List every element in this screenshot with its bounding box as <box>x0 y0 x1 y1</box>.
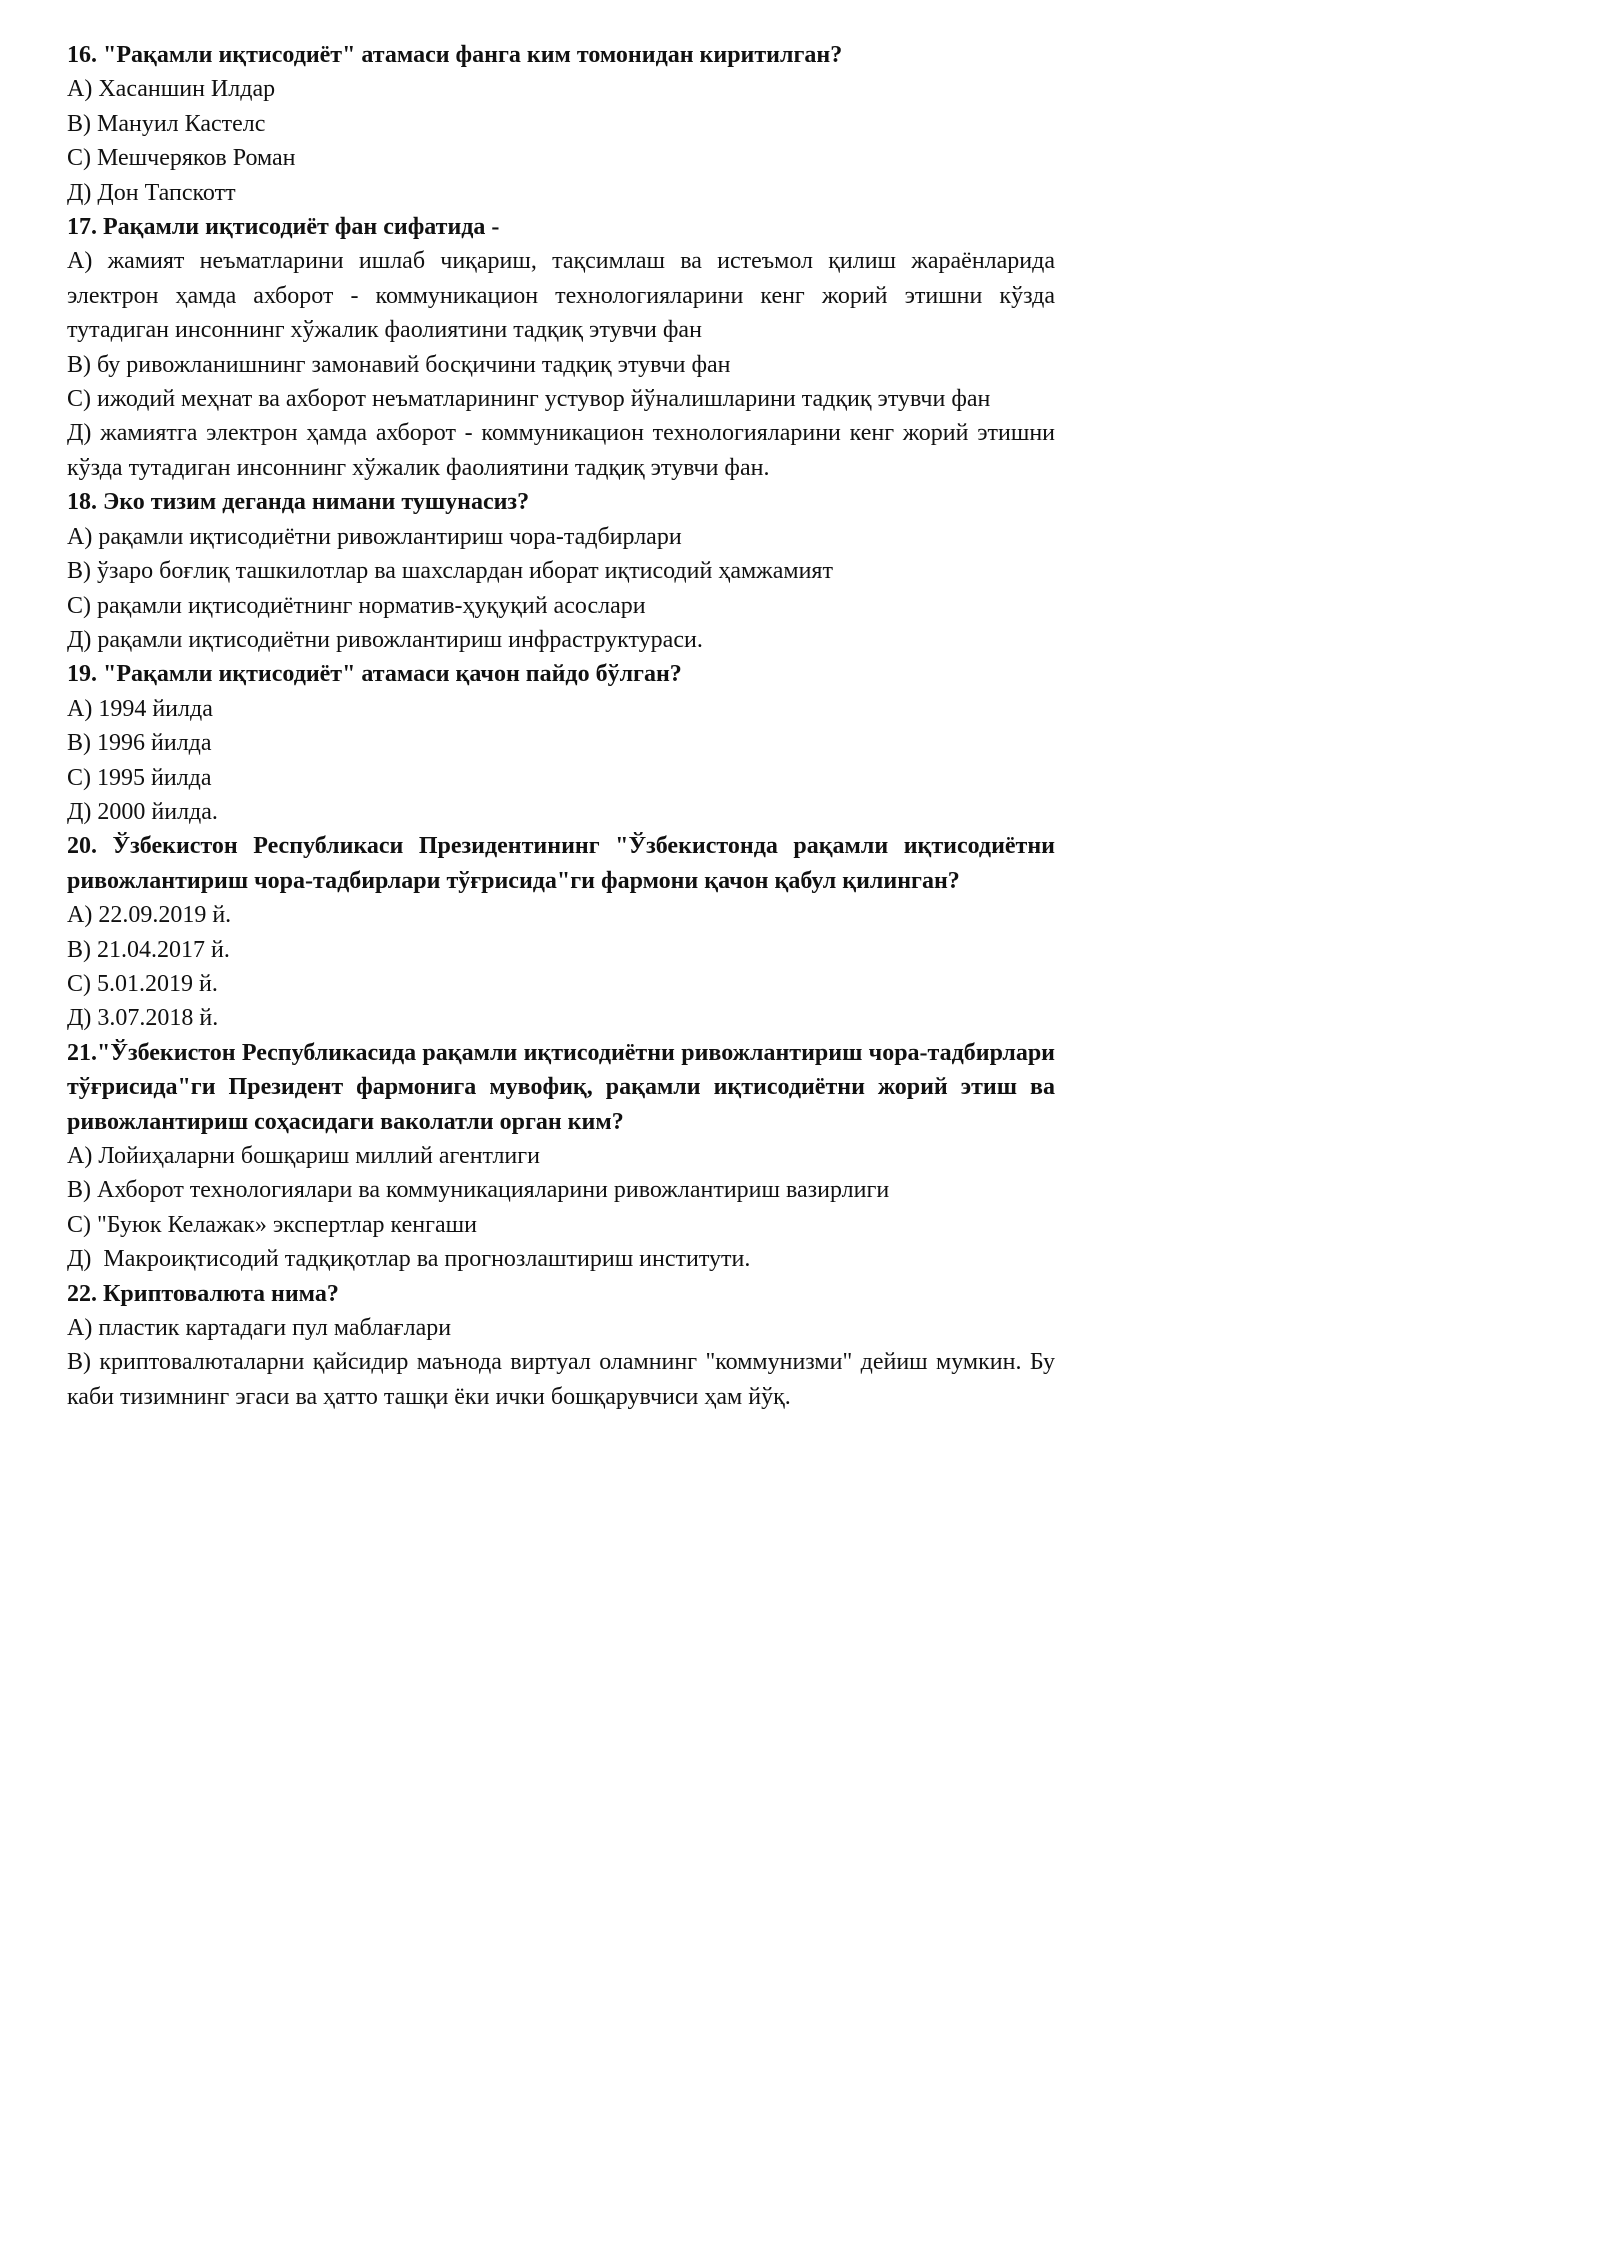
answer-option <box>67 141 1055 175</box>
option-label: С) <box>67 592 91 619</box>
option-label: С) <box>67 1211 91 1238</box>
answer-option <box>67 554 1055 588</box>
answer-option <box>67 1208 1055 1242</box>
option-label: Д) <box>67 798 92 825</box>
question-block <box>67 829 1055 1035</box>
answer-option <box>67 1345 1055 1414</box>
answer-option <box>67 1242 1055 1276</box>
option-text: "Буюк Келажак» экспертлар кенгаши <box>97 1211 477 1238</box>
option-text: ўзаро боғлиқ ташкилотлар ва шахслардан иборат иқтисодий ҳамжамият <box>97 558 833 585</box>
option-label: А) <box>67 1315 93 1342</box>
option-label: В) <box>67 1177 91 1204</box>
option-label: Д) <box>67 626 92 653</box>
option-text: Ахборот технологиялари ва коммуникацияларини ривожлантириш вазирлиги <box>97 1177 890 1204</box>
question-block <box>67 1036 1055 1277</box>
option-text: жамиятга электрон ҳамда ахборот - коммуникацион технологияларини кенг жорий этишни кўзда тутадиган инсоннинг хўжалик фаолиятини тадқиқ этувчи фан. <box>67 420 1056 481</box>
answer-option <box>67 1139 1055 1173</box>
answer-option <box>67 382 1055 416</box>
answer-option <box>67 416 1055 485</box>
option-text: жамият неъматларини ишлаб чиқариш, тақсимлаш ва истеъмол қилиш жараёнларида электрон ҳамда ахборот - коммуникацион технологияларини кенг жорий этишни кўзда тутадиган инсоннинг хўжалик фаолиятини тадқиқ этувчи фан <box>67 248 1056 344</box>
option-label: А) <box>67 523 93 550</box>
question-text: 20. Ўзбекистон Республикаси Президентининг "Ўзбекистонда рақамли иқтисодиётни ривожлантириш чора-тадбирлари тўғрисида"ги фармони қачон қабул қилинган? <box>67 833 1055 894</box>
option-text: рақамли иқтисодиётни ривожлантириш инфраструктураси. <box>97 626 703 653</box>
option-text: 22.09.2019 й. <box>98 902 232 929</box>
answer-option <box>67 692 1055 726</box>
question-text: 21."Ўзбекистон Республикасида рақамли иқтисодиётни ривожлантириш чора-тадбирлари тўғрисида"ги Президент фармонига мувофиқ, рақамли иқтисодиётни жорий этиш ва ривожлантириш соҳасидаги ваколатли орган ким? <box>67 1039 1055 1135</box>
answer-option <box>67 1173 1055 1207</box>
answer-option <box>67 1311 1055 1345</box>
answer-option <box>67 933 1055 967</box>
option-text: Мануил Кастелс <box>97 110 266 137</box>
option-text: бу ривожланишнинг замонавий босқичини тадқиқ этувчи фан <box>97 351 731 378</box>
option-text: Лойиҳаларни бошқариш миллий агентлиги <box>98 1143 540 1169</box>
option-text: 21.04.2017 й. <box>97 936 230 963</box>
answer-option <box>67 761 1055 795</box>
option-text: 5.01.2019 й. <box>97 970 218 997</box>
option-text: Мешчеряков Роман <box>97 145 296 172</box>
option-text: Макроиқтисодий тадқиқотлар ва прогнозлаштириш институти. <box>103 1246 751 1273</box>
option-label: Д) <box>67 420 92 447</box>
option-label: А) <box>67 695 93 722</box>
question-block <box>67 38 1055 210</box>
option-label: А) <box>67 76 93 103</box>
answer-option <box>67 726 1055 760</box>
question-text: 17. Рақамли иқтисодиёт фан сифатида - <box>67 214 500 241</box>
option-text: 1996 йилда <box>97 730 212 757</box>
option-label: В) <box>67 1349 91 1376</box>
option-label: В) <box>67 110 91 137</box>
option-label: В) <box>67 558 91 585</box>
option-label: С) <box>67 764 91 791</box>
option-text: 3.07.2018 й. <box>97 1005 219 1032</box>
answer-option <box>67 1001 1055 1035</box>
question-text: 18. Эко тизим деганда нимани тушунасиз? <box>67 489 530 516</box>
option-label: С) <box>67 970 91 997</box>
answer-option <box>67 589 1055 623</box>
option-text: Хасаншин Илдар <box>98 76 276 103</box>
option-label: А) <box>67 248 93 275</box>
option-text: криптовалюталарни қайсидир маънода виртуал оламнинг "коммунизми" дейиш мумкин. Бу каби тизимнинг эгаси ва ҳатто ташқи ёки ички бошқарувчиси ҳам йўқ. <box>67 1349 1055 1410</box>
option-text: 2000 йилда. <box>97 798 218 825</box>
question-block <box>67 485 1055 657</box>
option-label: А) <box>67 902 93 929</box>
question-block <box>67 210 1055 485</box>
option-label: Д) <box>67 179 92 206</box>
answer-option <box>67 72 1055 106</box>
option-label: В) <box>67 730 91 757</box>
answer-option <box>67 898 1055 932</box>
option-label: Д) <box>67 1005 92 1032</box>
option-text: пластик картадаги пул маблағлари <box>98 1315 452 1342</box>
answer-option <box>67 176 1055 210</box>
option-label: С) <box>67 145 91 172</box>
option-label: В) <box>67 936 91 963</box>
option-text: 1995 йилда <box>97 764 212 791</box>
answer-option <box>67 107 1055 141</box>
answer-option <box>67 795 1055 829</box>
option-text: ижодий меҳнат ва ахборот неъматларининг устувор йўналишларини тадқиқ этувчи фан <box>97 386 991 413</box>
answer-option <box>67 348 1055 382</box>
option-label: Д) <box>67 1246 98 1273</box>
question-block <box>67 657 1055 829</box>
document-page <box>67 38 1055 1414</box>
option-label: В) <box>67 351 91 378</box>
option-label: С) <box>67 386 91 413</box>
answer-option <box>67 967 1055 1001</box>
answer-option <box>67 244 1055 347</box>
question-text: 22. Криптовалюта нима? <box>67 1280 339 1307</box>
option-label: А) <box>67 1143 93 1169</box>
question-text: 16. "Рақамли иқтисодиёт" атамаси фанга ким томонидан киритилган? <box>67 42 843 68</box>
question-text: 19. "Рақамли иқтисодиёт" атамаси қачон пайдо бўлган? <box>67 661 682 688</box>
option-text: 1994 йилда <box>98 695 213 722</box>
answer-option <box>67 623 1055 657</box>
option-text: рақамли иқтисодиётни ривожлантириш чора-тадбирлари <box>98 523 682 550</box>
question-block <box>67 1277 1055 1415</box>
option-text: рақамли иқтисодиётнинг норматив-ҳуқуқий асослари <box>97 592 646 619</box>
option-text: Дон Тапскотт <box>97 179 236 206</box>
answer-option <box>67 520 1055 554</box>
